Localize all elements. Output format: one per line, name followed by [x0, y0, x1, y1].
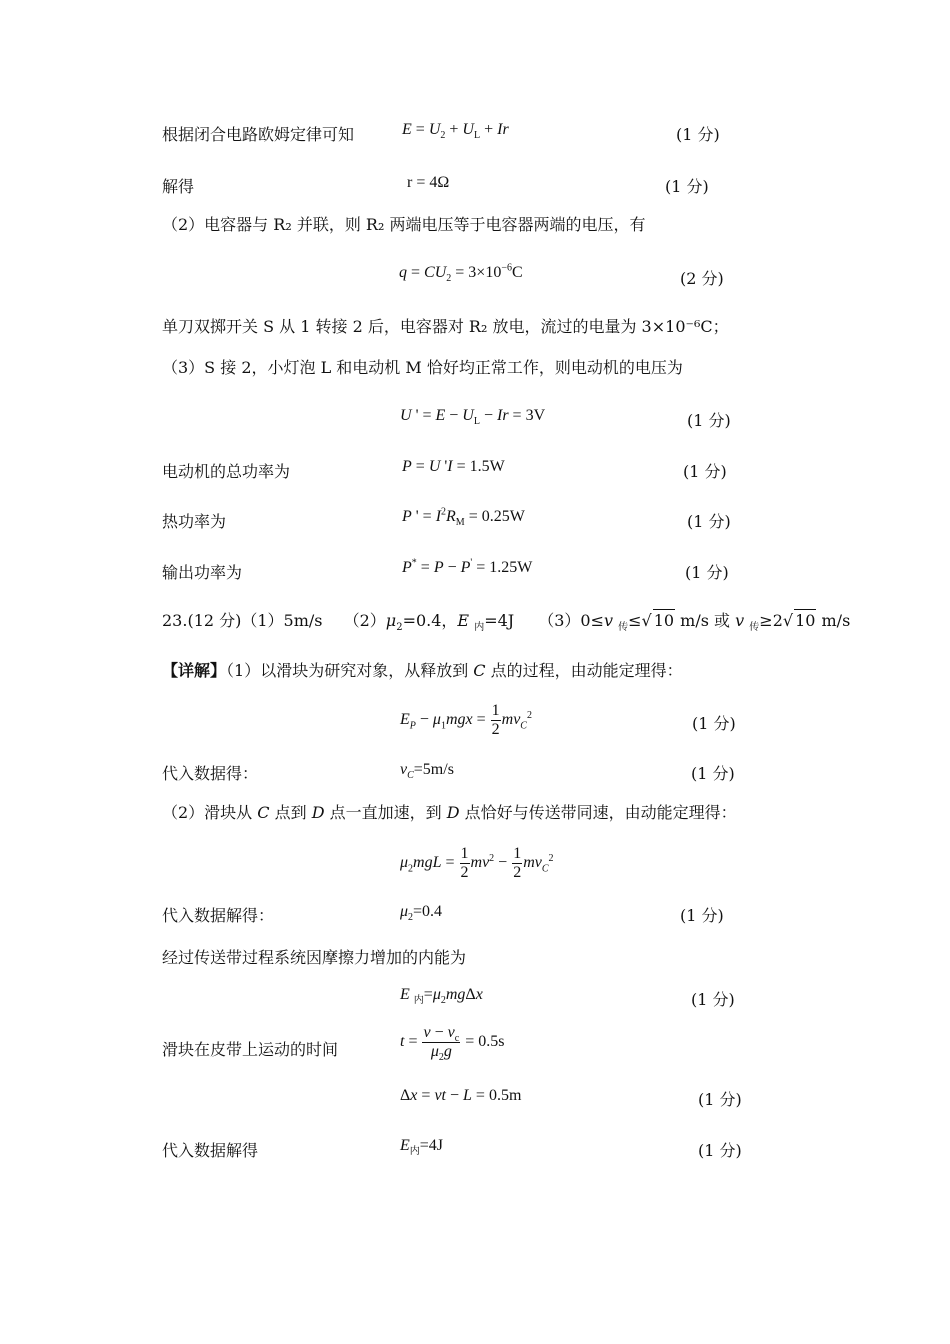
- label-total-power: 电动机的总功率为: [162, 462, 291, 481]
- equation-output-power: P* = P − P' = 1.25W: [402, 557, 533, 576]
- label-solve: 解得: [162, 177, 195, 196]
- equation-mu2: $\mu_2=0.4$: [400, 903, 443, 924]
- equation-motor-voltage: U ' = $E - U_L - Ir = 3V$: [400, 407, 546, 428]
- q23-detail-1: [162, 660, 683, 682]
- label-heat-power: 热功率为: [162, 512, 227, 531]
- label-substitute-2: 代入数据解得：: [162, 906, 275, 925]
- score-heat-power: (1 分): [687, 512, 731, 531]
- part3-intro: （3）S 接 2，小灯泡 L 和电动机 M 恰好均正常工作，则电动机的电压为: [162, 358, 683, 377]
- label-time: 滑块在皮带上运动的时间: [162, 1040, 339, 1059]
- score-mu2: (1 分): [680, 906, 724, 925]
- score-output-power: (1 分): [685, 563, 729, 582]
- detail-1-text: （1）以滑块为研究对象，从释放到 C 点的过程，由动能定理得：: [226, 661, 683, 680]
- detail-tag: 【详解】: [162, 661, 227, 680]
- score-energy-1: (1 分): [692, 714, 736, 733]
- q23-detail-2: （2）滑块从 C 点到 D 点一直加速，到 D 点恰好与传送带同速，由动能定理得：: [162, 803, 737, 822]
- score-total-power: (1 分): [683, 462, 727, 481]
- equation-total-power: P = U 'I = 1.5W: [402, 458, 505, 475]
- equation-internal-energy-result: $E_内=4J$: [400, 1137, 444, 1158]
- equation-vc: $v_C=5m/s$: [400, 761, 454, 782]
- score-ohm-law: (1 分): [676, 125, 720, 144]
- label-substitute-1: 代入数据得：: [162, 764, 259, 783]
- score-displacement: (1 分): [698, 1090, 742, 1109]
- equation-heat-power: P ' = $I^2R_M = 0.25W$: [402, 506, 525, 529]
- equation-energy-2: $\mu_2mgL$ = $\frac{1}{2}$ $mv^2$ − $\frac{1}{2}$ $mv_C^2$: [400, 845, 554, 881]
- score-charge: (2 分): [680, 269, 724, 288]
- score-r: (1 分): [665, 177, 709, 196]
- score-internal-energy: (1 分): [691, 990, 735, 1009]
- equation-charge: $q = CU_2 = 3\times 10^{-6}C$: [399, 262, 523, 285]
- equation-internal-energy: E $_内=\mu_2mg\Delta x$: [400, 986, 483, 1007]
- q23-header: 23.(12 分)（1）5m/s $(2)\mu_2=0.4$，E $_内$=4J （3）0≤v $_传$≤√ 10 m/s 或 v $_传$≥2√ 10 m/s: [162, 611, 851, 634]
- part2-intro: （2）电容器与 R₂ 并联，则 R₂ 两端电压等于电容器两端的电压，有: [162, 215, 646, 234]
- label-ohm-law: 根据闭合电路欧姆定律可知: [162, 125, 355, 144]
- equation-displacement: Δx = vt − L = 0.5m: [400, 1087, 522, 1104]
- score-vc: (1 分): [691, 764, 735, 783]
- equation-r: r = 4Ω: [407, 174, 450, 191]
- label-output-power: 输出功率为: [162, 563, 243, 582]
- equation-time: t = $\frac{v - v_c}{\mu_2g}$ = 0.5s: [400, 1024, 505, 1064]
- score-motor-voltage: (1 分): [687, 411, 731, 430]
- label-substitute-3: 代入数据解得: [162, 1141, 259, 1160]
- equation-ohm-law: $E = U_2 + U_L + Ir$: [402, 121, 509, 142]
- label-internal-energy: 经过传送带过程系统因摩擦力增加的内能为: [162, 948, 467, 967]
- score-internal-energy-result: (1 分): [698, 1141, 742, 1160]
- equation-energy-1: $E_P - \mu_1mgx$ = $\frac{1}{2}$ $mv_C^2$: [400, 702, 532, 738]
- part2-discharge: 单刀双掷开关 S 从 1 转接 2 后，电容器对 R₂ 放电，流过的电量为 3×10⁻⁶C；: [162, 317, 729, 336]
